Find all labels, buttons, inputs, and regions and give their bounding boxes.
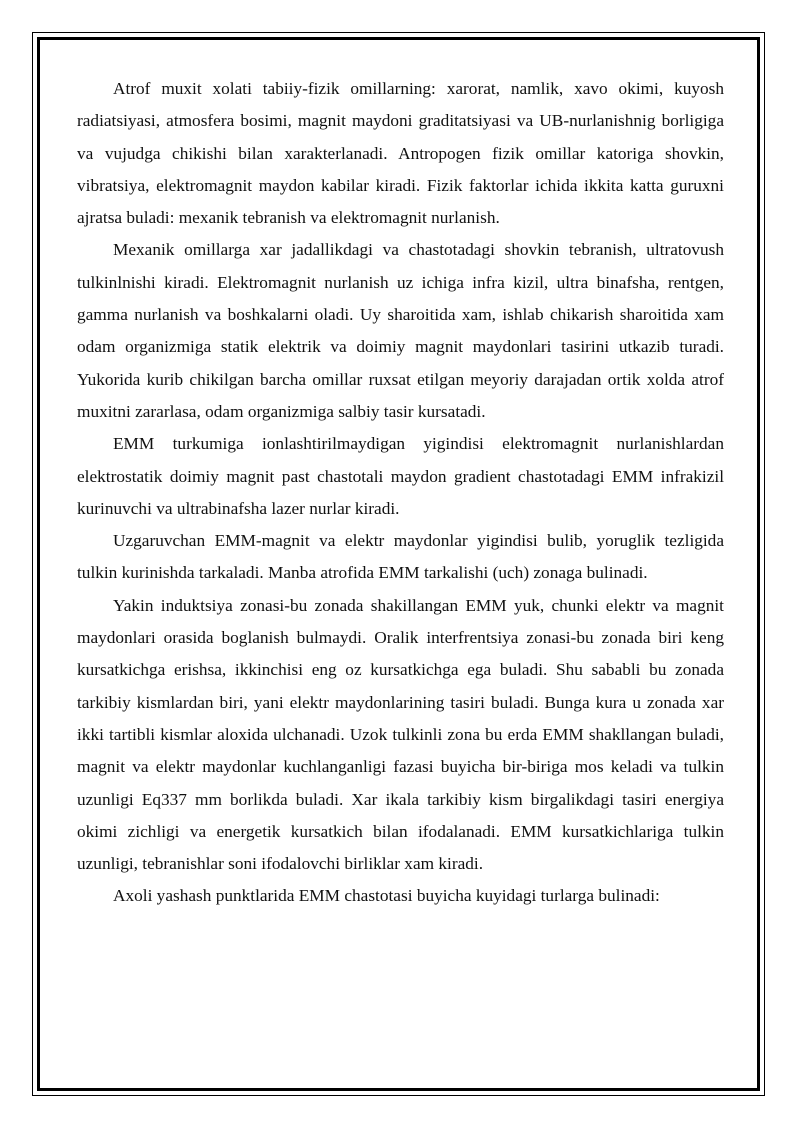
paragraph-2: Mexanik omillarga xar jadallikdagi va chastotadagi shovkin tebranish, ultratovush tulkinlnishi kiradi. Elektromagnit nurlanish uz ichiga infra kizil, ultra binafsha, rentgen, gamma nurlanish va boshkalarni oladi. Uy sharoitida xam, ishlab chikarish sharoitida xam odam organizmiga statik elektrik va doimiy magnit maydonlari tasirini utkazib turadi. Yukorida kurib chikilgan barcha omillar ruxsat etilgan meyoriy darajadan ortik xolda atrof muxitni zararlasa, odam organizmiga salbiy tasir kursatadi.: [77, 240, 724, 421]
paragraph-1: Atrof muxit xolati tabiiy-fizik omillarning: xarorat, namlik, xavo okimi, kuyosh radiatsiyasi, atmosfera bosimi, magnit maydoni graditatsiyasi va UB-nurlanishnig borligiga va vujudga chikishi bilan xarakterlanadi. Antropogen fizik omillar katoriga shovkin, vibratsiya, elektromagnit maydon kabilar kiradi. Fizik faktorlar ichida ikkita katta guruxni ajratsa buladi: mexanik tebranish va elektromagnit nurlanish.: [77, 79, 724, 228]
paragraph-6: Axoli yashash punktlarida EMM chastotasi buyicha kuyidagi turlarga bulinadi:: [113, 886, 660, 906]
paragraph-4: Uzgaruvchan EMM-magnit va elektr maydonlar yigindisi bulib, yoruglik tezligida tulkin kurinishda tarkaladi. Manba atrofida EMM tarkalishi (uch) zonaga bulinadi.: [77, 531, 724, 583]
paragraph-3: EMM turkumiga ionlashtirilmaydigan yigindisi elektromagnit nurlanishlardan elektrostatik doimiy magnit past chastotali maydon gradient chastotadagi EMM infrakizil kurinuvchi va ultrabinafsha lazer nurlar kiradi.: [77, 434, 724, 518]
document-body: [77, 73, 724, 913]
paragraph-5: Yakin induktsiya zonasi-bu zonada shakillangan EMM yuk, chunki elektr va magnit maydonlari orasida boglanish bulmaydi. Oralik interfrentsiya zonasi-bu zonada biri keng kursatkichga erishsa, ikkinchisi eng oz kursatkichga ega buladi. Shu sababli bu zonada tarkibiy kismlardan biri, yani elektr maydonlarining tasiri buladi. Bunga kura u zonada xar ikki tartibli kismlar aloxida ulchanadi. Uzok tulkinli zona bu erda EMM shakllangan buladi, magnit va elektr maydonlar kuchlanganligi fazasi buyicha bir-biriga mos keladi va tulkin uzunligi Eq337 mm borlikda buladi. Xar ikala tarkibiy kism birgalikdagi tasiri energiya okimi zichligi va energetik kursatkich bilan ifodalanadi. EMM kursatkichlariga tulkin uzunligi, tebranishlar soni ifodalovchi birliklar xam kiradi.: [77, 595, 724, 874]
